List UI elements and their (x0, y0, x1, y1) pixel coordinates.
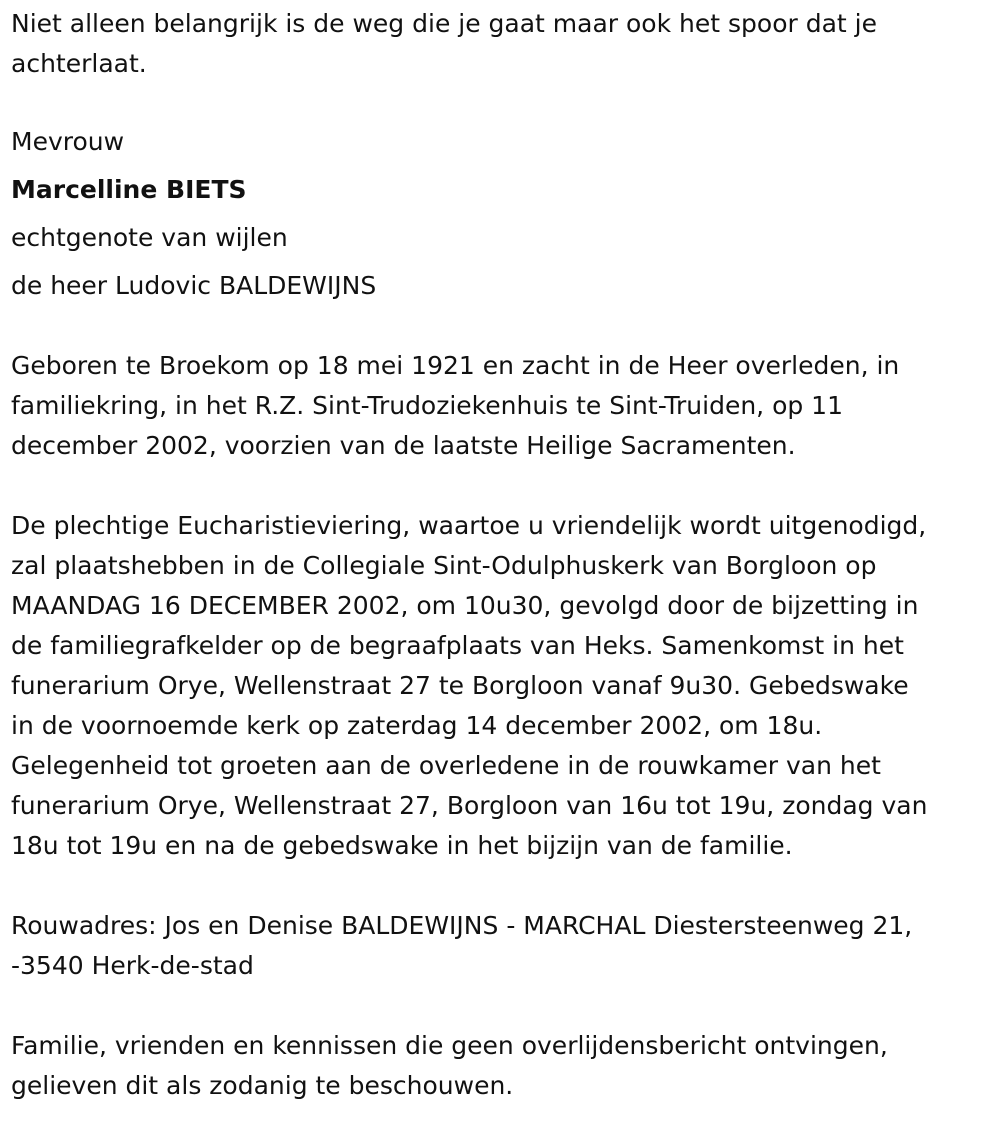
paragraph-line: in de voornoemde kerk op zaterdag 14 december 2002, om 18u. (11, 711, 823, 740)
deceased-name: Marcelline BIETS (11, 175, 247, 204)
ceremony-paragraph (11, 506, 994, 866)
paragraph-line: Gelegenheid tot groeten aan de overledene in de rouwkamer van het (11, 751, 881, 780)
paragraph-line: zal plaatshebben in de Collegiale Sint-Odulphuskerk van Borgloon op (11, 551, 877, 580)
deceased-block (11, 122, 994, 306)
salutation: Mevrouw (11, 127, 125, 156)
paragraph-line: Geboren te Broekom op 18 mei 1921 en zacht in de Heer overleden, in (11, 351, 900, 380)
paragraph-line: MAANDAG 16 DECEMBER 2002, om 10u30, gevolgd door de bijzetting in (11, 591, 919, 620)
birth-death-paragraph (11, 346, 994, 466)
relation-line-1: echtgenote van wijlen (11, 223, 288, 252)
paragraph-line: Familie, vrienden en kennissen die geen overlijdensbericht ontvingen, (11, 1031, 888, 1060)
paragraph-line: De plechtige Eucharistieviering, waartoe u vriendelijk wordt uitgenodigd, (11, 511, 927, 540)
motto (11, 4, 994, 84)
paragraph-line: funerarium Orye, Wellenstraat 27, Borgloon van 16u tot 19u, zondag van (11, 791, 928, 820)
motto-line-1: Niet alleen belangrijk is de weg die je gaat maar ook het spoor dat je (11, 9, 877, 38)
paragraph-line: funerarium Orye, Wellenstraat 27 te Borgloon vanaf 9u30. Gebedswake (11, 671, 909, 700)
paragraph-line: gelieven dit als zodanig te beschouwen. (11, 1071, 514, 1100)
paragraph-line: Rouwadres: Jos en Denise BALDEWIJNS - MARCHAL Diestersteenweg 21, (11, 911, 913, 940)
paragraph-line: december 2002, voorzien van de laatste Heilige Sacramenten. (11, 431, 796, 460)
mourning-address (11, 906, 994, 986)
paragraph-line: de familiegrafkelder op de begraafplaats van Heks. Samenkomst in het (11, 631, 904, 660)
paragraph-line: -3540 Herk-de-stad (11, 951, 254, 980)
paragraph-line: familiekring, in het R.Z. Sint-Trudoziekenhuis te Sint-Truiden, op 11 (11, 391, 843, 420)
relation-line-2: de heer Ludovic BALDEWIJNS (11, 271, 377, 300)
motto-line-2: achterlaat. (11, 49, 147, 78)
closing-paragraph (11, 1026, 994, 1106)
paragraph-line: 18u tot 19u en na de gebedswake in het bijzijn van de familie. (11, 831, 793, 860)
